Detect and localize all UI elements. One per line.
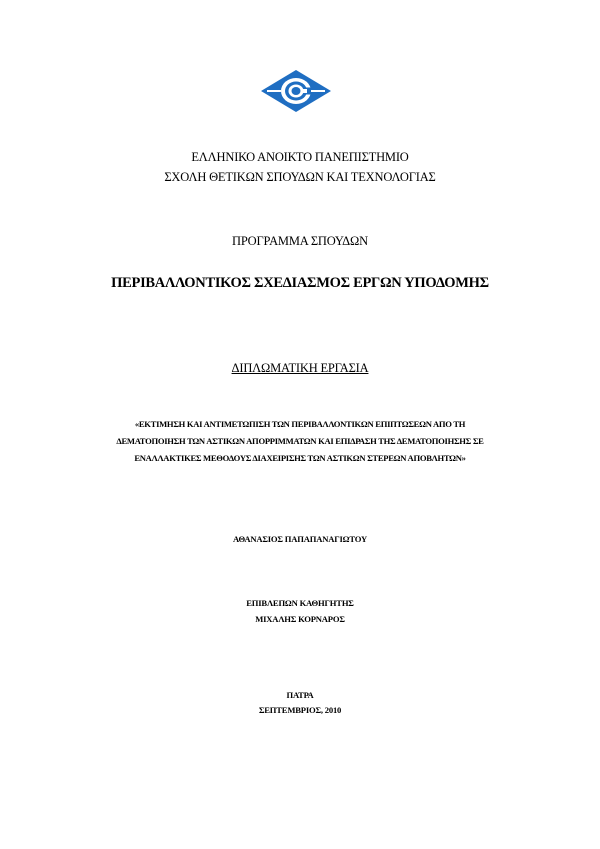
date: ΣΕΠΤΕΜΒΡΙΟΣ, 2010 [258,705,342,715]
thesis-title-line: ΔΕΜΑΤΟΠΟΙΗΣΗ ΤΩΝ ΑΣΤΙΚΩΝ ΑΠΟΡΡΙΜΜΑΤΩΝ ΚΑΙ ΕΠΙΔΡΑΣΗ ΤΗΣ ΔΕΜΑΤΟΠΟΙΗΣΗΣ ΣΕ [116,436,484,446]
thesis-title-line: «ΕΚΤΙΜΗΣΗ ΚΑΙ ΑΝΤΙΜΕΤΩΠΙΣΗ ΤΩΝ ΠΕΡΙΒΑΛΛΟΝΤΙΚΩΝ ΕΠΙΠΤΩΣΕΩΝ ΑΠΟ ΤΗ [134,419,466,429]
university-name: ΕΛΛΗΝΙΚΟ ΑΝΟΙΚΤΟ ΠΑΝΕΠΙΣΤΗΜΙΟ [191,150,409,164]
thesis-title [100,416,500,467]
program-title: ΠΕΡΙΒΑΛΛΟΝΤΙΚΟΣ ΣΧΕΔΙΑΣΜΟΣ ΕΡΓΩΝ ΥΠΟΔΟΜΗΣ [111,275,489,291]
supervisor-name: ΜΙΧΑΛΗΣ ΚΟΡΝΑΡΟΣ [255,614,345,624]
thesis-type: ΔΙΠΛΩΜΑΤΙΚΗ ΕΡΓΑΣΙΑ [231,361,369,375]
school-name: ΣΧΟΛΗ ΘΕΤΙΚΩΝ ΣΠΟΥΔΩΝ ΚΑΙ ΤΕΧΝΟΛΟΓΙΑΣ [164,170,436,184]
thesis-title-line: ΕΝΑΛΛΑΚΤΙΚΕΣ ΜΕΘΟΔΟΥΣ ΔΙΑΧΕΙΡΙΣΗΣ ΤΩΝ ΑΣΤΙΚΩΝ ΣΤΕΡΕΩΝ ΑΠΟΒΛΗΤΩΝ» [134,453,466,463]
city: ΠΑΤΡΑ [286,690,314,700]
supervisor-label: ΕΠΙΒΛΕΠΩΝ ΚΑΘΗΓΗΤΗΣ [246,598,354,608]
university-logo-icon [261,70,331,112]
program-label: ΠΡΟΓΡΑΜΜΑ ΣΠΟΥΔΩΝ [232,234,368,248]
author-name: ΑΘΑΝΑΣΙΟΣ ΠΑΠΑΠΑΝΑΓΙΩΤΟΥ [232,534,368,544]
